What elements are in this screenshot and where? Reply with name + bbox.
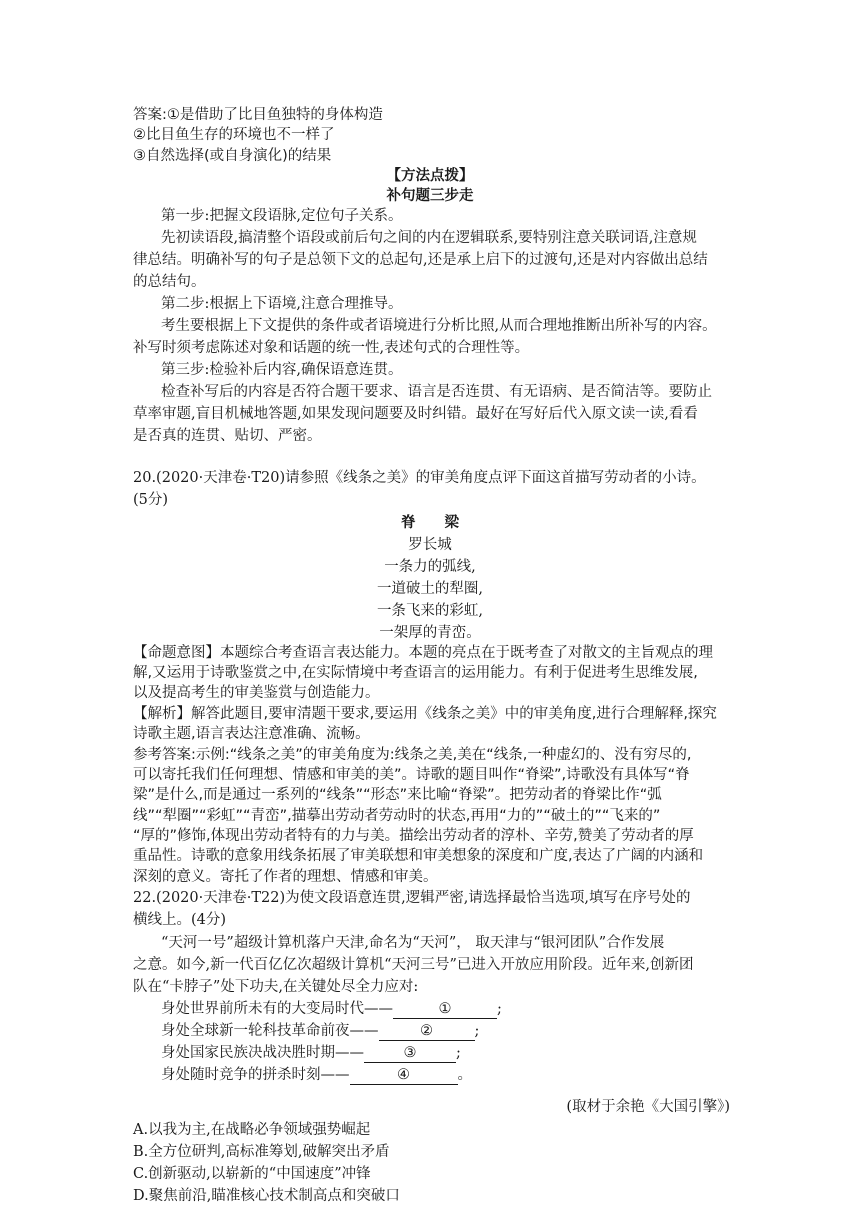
method-step-1: 第一步:把握文段语脉,定位句子关系。	[161, 208, 403, 224]
option-b: B.全方位研判,高标准筹划,破解突出矛盾	[133, 1144, 390, 1160]
fill-blank-1[interactable]: ①	[393, 1000, 497, 1019]
method-paragraph-3-line-2: 草率审题,盲目机械地答题,如果发现问题要及时纠错。最好在写好后代入原文读一读,看看	[133, 406, 698, 422]
question-20-line-2: (5分)	[133, 492, 169, 508]
fill-blank-2[interactable]: ②	[379, 1022, 475, 1041]
fill-sentence-2	[161, 1020, 479, 1042]
fill-blank-3[interactable]: ③	[364, 1044, 456, 1063]
method-step-2: 第二步:根据上下语境,注意合理推导。	[161, 296, 403, 312]
fill-sentence-2-text: 身处全球新一轮科技革命前夜——	[161, 1023, 379, 1039]
fill-sentence-1-text: 身处世界前所未有的大变局时代——	[161, 1001, 393, 1017]
fill-sentence-1	[161, 998, 502, 1020]
intent-line-1: 【命题意图】本题综合考查语言表达能力。本题的亮点在于既考查了对散文的主旨观点的理	[133, 645, 713, 661]
fill-sentence-3	[161, 1042, 461, 1064]
question-22-line-1: 22.(2020·天津卷·T22)为使文段语意连贯,逻辑严密,请选择最恰当选项,填写在序号处的	[133, 890, 691, 906]
poem-title: 脊 梁	[401, 514, 459, 531]
option-a: A.以我为主,在战略必争领域强势崛起	[133, 1122, 371, 1138]
answer-line-3: ③自然选择(或自身演化)的结果	[133, 148, 332, 164]
intent-line-3: 以及提高考生的审美鉴赏与创造能力。	[133, 685, 380, 701]
method-paragraph-1-line-2: 律总结。明确补写的句子是总领下文的总起句,还是承上启下的过渡句,还是对内容做出总结	[133, 252, 708, 268]
poem-line-3: 一条飞来的彩虹,	[376, 603, 484, 619]
passage-line-2: 之意。如今,新一代百亿亿次超级计算机“天河三号”已进入开放应用阶段。近年来,创新团	[133, 957, 694, 973]
method-paragraph-2-line-2: 补写时须考虑陈述对象和话题的统一性,表述句式的合理性等。	[133, 340, 530, 356]
method-paragraph-1-line-3: 的总结句。	[133, 274, 206, 290]
method-heading: 【方法点拨】	[386, 168, 474, 184]
reference-answer-line-5: “厚的”修饰,体现出劳动者特有的力与美。描绘出劳动者的淳朴、辛劳,赞美了劳动者的厚	[133, 828, 694, 844]
analysis-line-1: 【解析】解答此题目,要审清题干要求,要运用《线条之美》中的审美角度,进行合理解释,探究	[133, 706, 717, 722]
option-c: C.创新驱动,以崭新的“中国速度”冲锋	[133, 1166, 371, 1182]
poem-line-1: 一条力的弧线,	[384, 559, 476, 575]
poem-line-4: 一架厚的青峦。	[379, 625, 481, 641]
method-paragraph-1-line-1: 先初读语段,搞清整个语段或前后句之间的内在逻辑联系,要特别注意关联词语,注意规	[161, 230, 697, 246]
question-22-line-2: 横线上。(4分)	[133, 912, 227, 928]
passage-source: (取材于余艳《大国引擎》)	[566, 1099, 730, 1115]
fill-blank-4[interactable]: ④	[350, 1066, 458, 1085]
question-20-line-1: 20.(2020·天津卷·T20)请参照《线条之美》的审美角度点评下面这首描写劳动者的小诗。	[133, 470, 706, 486]
reference-answer-line-7: 深刻的意义。寄托了作者的理想、情感和审美。	[133, 869, 438, 885]
method-paragraph-3-line-1: 检查补写后的内容是否符合题干要求、语言是否连贯、有无语病、是否简洁等。要防止	[161, 384, 712, 400]
reference-answer-line-6: 重品性。诗歌的意象用线条拓展了审美联想和审美想象的深度和广度,表达了广阔的内涵和	[133, 848, 704, 864]
fill-sentence-1-end: ;	[497, 1001, 502, 1017]
method-paragraph-3-line-3: 是否真的连贯、贴切、严密。	[133, 428, 322, 444]
passage-line-3: 队在“卡脖子”处下功夫,在关键处尽全力应对:	[133, 979, 419, 995]
fill-sentence-2-end: ;	[474, 1023, 480, 1039]
option-d: D.聚焦前沿,瞄准核心技术制高点和突破口	[133, 1188, 400, 1204]
method-subheading: 补句题三步走	[386, 188, 474, 204]
fill-sentence-4	[161, 1064, 472, 1086]
answer-line-1: 答案:①是借助了比目鱼独特的身体构造	[133, 107, 383, 123]
intent-line-2: 解,又运用于诗歌鉴赏之中,在实际情境中考查语言的运用能力。有利于促进考生思维发展,	[133, 665, 698, 681]
poem-line-2: 一道破土的犁圈,	[376, 581, 484, 597]
method-step-3: 第三步:检验补后内容,确保语意连贯。	[161, 362, 403, 378]
reference-answer-line-4: 线”“犁圈”“彩虹”“青峦”,描摹出劳动者劳动时的状态,再用“力的”“破土的”“飞来的”	[133, 808, 661, 824]
analysis-line-2: 诗歌主题,语言表达注意准确、流畅。	[133, 726, 370, 742]
fill-sentence-4-text: 身处随时竞争的拼杀时刻——	[161, 1067, 350, 1083]
fill-sentence-3-text: 身处国家民族决战决胜时期——	[161, 1045, 364, 1061]
fill-sentence-4-end: 。	[457, 1067, 472, 1083]
reference-answer-line-1: 参考答案:示例:“线条之美”的审美角度为:线条之美,美在“线条,一种虚幻的、没有穷尽的,	[133, 747, 692, 763]
reference-answer-line-3: 梁”是什么,而是通过一系列的“线条”“形态”来比喻“脊梁”。把劳动者的脊梁比作“弧	[133, 787, 662, 803]
answer-line-2: ②比目鱼生存的环境也不一样了	[133, 127, 335, 143]
reference-answer-line-2: 可以寄托我们任何理想、情感和审美的美”。诗歌的题目叫作“脊梁”,诗歌没有具体写“脊	[133, 767, 690, 783]
method-paragraph-2-line-1: 考生要根据上下文提供的条件或者语境进行分析比照,从而合理地推断出所补写的内容。	[161, 318, 717, 334]
fill-sentence-3-end: ;	[456, 1045, 461, 1061]
passage-line-1: “天河一号”超级计算机落户天津,命名为“天河”， 取天津与“银河团队”合作发展	[161, 935, 665, 951]
poem-author: 罗长城	[408, 537, 452, 553]
